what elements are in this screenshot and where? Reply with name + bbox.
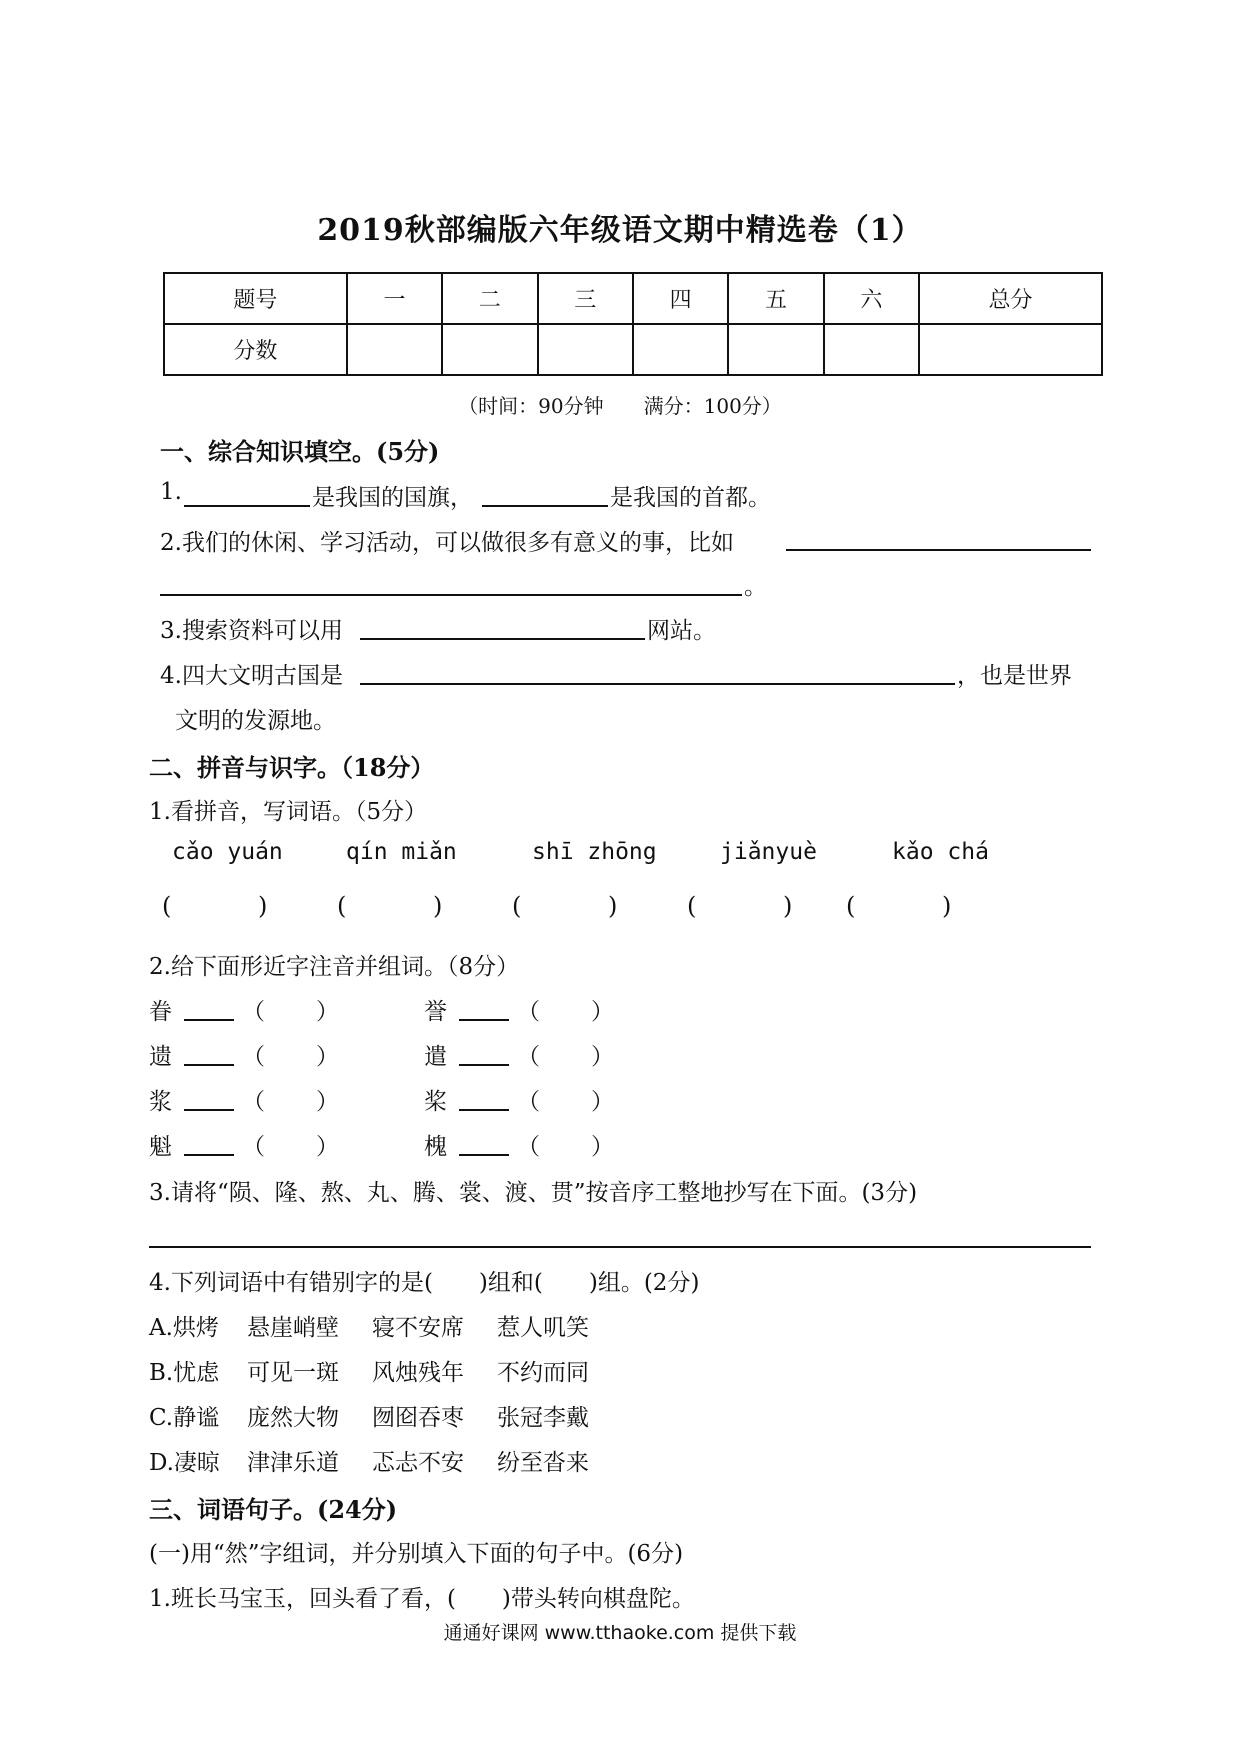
- pinyin-5: kǎo chá: [892, 839, 989, 865]
- word-paren-open: （: [242, 999, 265, 1025]
- s3-q1-text: 1.班长马宝玉，回头看了看，( )带头转向棋盘陀。: [149, 1586, 695, 1612]
- pinyin-4: jiǎnyuè: [720, 839, 817, 865]
- char-right-3: 桨: [424, 1089, 447, 1115]
- pinyin-2: qín miǎn: [346, 839, 457, 865]
- pinyin-answer-box-2[interactable]: [353, 888, 433, 922]
- pinyin-blank[interactable]: [184, 1064, 234, 1066]
- score-header-cell: 一: [347, 273, 442, 324]
- s1-q1-blank1[interactable]: [184, 505, 310, 507]
- answer-paren-close: ): [258, 892, 268, 920]
- s1-q2-end: 。: [744, 574, 767, 600]
- pinyin-blank[interactable]: [459, 1154, 509, 1156]
- pinyin-answer-box-3[interactable]: [528, 888, 608, 922]
- score-input-cell[interactable]: [633, 324, 728, 375]
- char-left-2: 遗: [149, 1044, 172, 1070]
- pinyin-blank[interactable]: [184, 1109, 234, 1111]
- score-table-score-row: [164, 324, 1102, 375]
- option-c-word-3: 囫囵吞枣: [372, 1405, 464, 1431]
- char-left-4: 魁: [149, 1134, 172, 1160]
- word-paren-close: ）: [316, 1089, 339, 1115]
- word-paren-open: （: [517, 999, 540, 1025]
- section3-heading: 三、词语句子。(24分): [149, 1495, 398, 1524]
- score-header-cell: 五: [728, 273, 823, 324]
- word-paren-close: ）: [591, 1089, 614, 1115]
- score-input-cell[interactable]: [728, 324, 823, 375]
- word-paren-open: （: [242, 1044, 265, 1070]
- word-paren-close: ）: [591, 1044, 614, 1070]
- option-d-word-1: D.凄晾: [149, 1450, 220, 1476]
- word-paren-close: ）: [316, 1134, 339, 1160]
- s2-q2-title: 2.给下面形近字注音并组词。（8分）: [149, 954, 520, 980]
- option-a-word-3: 寝不安席: [372, 1315, 464, 1341]
- score-header-cell: 总分: [919, 273, 1102, 324]
- score-input-cell[interactable]: [824, 324, 919, 375]
- s2-q1-title: 1.看拼音，写词语。（5分）: [149, 799, 428, 825]
- char-left-1: 眷: [149, 999, 172, 1025]
- word-paren-open: （: [242, 1134, 265, 1160]
- s1-q2-text: 2.我们的休闲、学习活动，可以做很多有意义的事，比如: [160, 530, 734, 556]
- option-c-word-4: 张冠李戴: [497, 1405, 589, 1431]
- pinyin-3: shī zhōng: [532, 839, 657, 865]
- option-d-word-2: 津津乐道: [247, 1450, 339, 1476]
- exam-meta: （时间：90分钟 满分：100分）: [458, 394, 782, 418]
- s2-q4-title: 4.下列词语中有错别字的是( )组和( )组。(2分): [149, 1270, 700, 1296]
- char-right-2: 遣: [424, 1044, 447, 1070]
- answer-paren-open: (: [337, 892, 347, 920]
- s1-q3-end: 网站。: [647, 618, 716, 644]
- pinyin-answer-box-1[interactable]: [178, 888, 258, 922]
- score-header-cell: 二: [442, 273, 537, 324]
- option-b-word-3: 风烛残年: [372, 1360, 464, 1386]
- s1-q2-blank[interactable]: [786, 549, 1091, 551]
- s2-q3-answer-line[interactable]: [149, 1246, 1091, 1248]
- option-b-word-4: 不约而同: [497, 1360, 589, 1386]
- word-paren-close: ）: [591, 999, 614, 1025]
- s1-q2-blank-cont[interactable]: [160, 594, 742, 596]
- score-header-cell: 三: [538, 273, 633, 324]
- score-input-cell[interactable]: [538, 324, 633, 375]
- section1-heading: 一、综合知识填空。(5分): [160, 437, 440, 466]
- pinyin-blank[interactable]: [459, 1109, 509, 1111]
- word-paren-close: ）: [316, 1044, 339, 1070]
- char-right-1: 誉: [424, 999, 447, 1025]
- option-b-word-1: B.忧虑: [149, 1360, 220, 1386]
- word-paren-open: （: [517, 1044, 540, 1070]
- option-a-word-4: 惹人叽笑: [497, 1315, 589, 1341]
- s2-q3-title: 3.请将“陨、隆、熬、丸、腾、裳、渡、贯”按音序工整地抄写在下面。(3分): [149, 1180, 918, 1206]
- option-d-word-4: 纷至沓来: [497, 1450, 589, 1476]
- answer-paren-close: ): [608, 892, 618, 920]
- char-left-3: 浆: [149, 1089, 172, 1115]
- score-table: [163, 272, 1103, 376]
- s1-q3-text: 3.搜索资料可以用: [160, 618, 343, 644]
- s1-q1-number: 1.: [160, 479, 182, 505]
- section2-heading: 二、拼音与识字。（18分）: [149, 753, 435, 782]
- score-input-cell[interactable]: [347, 324, 442, 375]
- option-c-word-1: C.静谧: [149, 1405, 220, 1431]
- option-c-word-2: 庞然大物: [247, 1405, 339, 1431]
- s1-q4-text: 4.四大文明古国是: [160, 663, 343, 689]
- page-footer: 通通好课网 www.tthaoke.com 提供下载: [443, 1622, 797, 1644]
- s3-sub1-title: (一)用“然”字组词，并分别填入下面的句子中。(6分): [149, 1541, 684, 1567]
- answer-paren-close: ): [433, 892, 443, 920]
- score-input-cell[interactable]: [442, 324, 537, 375]
- pinyin-1: cǎo yuán: [172, 839, 283, 865]
- pinyin-blank[interactable]: [459, 1064, 509, 1066]
- pinyin-blank[interactable]: [184, 1019, 234, 1021]
- char-right-4: 槐: [424, 1134, 447, 1160]
- s1-q3-blank[interactable]: [360, 638, 645, 640]
- option-a-word-1: A.烘烤: [149, 1315, 219, 1341]
- score-header-cell: 四: [633, 273, 728, 324]
- option-b-word-2: 可见一斑: [247, 1360, 339, 1386]
- answer-paren-close: ): [942, 892, 952, 920]
- word-paren-close: ）: [591, 1134, 614, 1160]
- word-paren-open: （: [242, 1089, 265, 1115]
- answer-paren-close: ): [783, 892, 793, 920]
- answer-paren-open: (: [687, 892, 697, 920]
- option-a-word-2: 悬崖峭壁: [247, 1315, 339, 1341]
- score-row-label: 分数: [164, 324, 347, 375]
- pinyin-answer-box-5[interactable]: [862, 888, 942, 922]
- word-paren-close: ）: [316, 999, 339, 1025]
- word-paren-open: （: [517, 1089, 540, 1115]
- pinyin-blank[interactable]: [459, 1019, 509, 1021]
- s1-q4-blank[interactable]: [360, 683, 955, 685]
- s1-q4-end: ，也是世界: [957, 663, 1072, 689]
- pinyin-blank[interactable]: [184, 1154, 234, 1156]
- answer-paren-open: (: [846, 892, 856, 920]
- word-paren-open: （: [517, 1134, 540, 1160]
- page-title: 2019秋部编版六年级语文期中精选卷（1）: [317, 213, 923, 248]
- answer-paren-open: (: [512, 892, 522, 920]
- pinyin-answer-box-4[interactable]: [703, 888, 783, 922]
- score-header-cell: 题号: [164, 273, 347, 324]
- option-d-word-3: 忑忐不安: [372, 1450, 464, 1476]
- score-header-cell: 六: [824, 273, 919, 324]
- answer-paren-open: (: [162, 892, 172, 920]
- score-table-header-row: [164, 273, 1102, 324]
- s1-q1-blank2[interactable]: [482, 505, 608, 507]
- s1-q1-mid-text: 是我国的国旗，: [312, 485, 473, 511]
- score-input-cell[interactable]: [919, 324, 1102, 375]
- s1-q4-continuation: 文明的发源地。: [175, 708, 336, 734]
- s1-q1-end-text: 是我国的首都。: [610, 485, 771, 511]
